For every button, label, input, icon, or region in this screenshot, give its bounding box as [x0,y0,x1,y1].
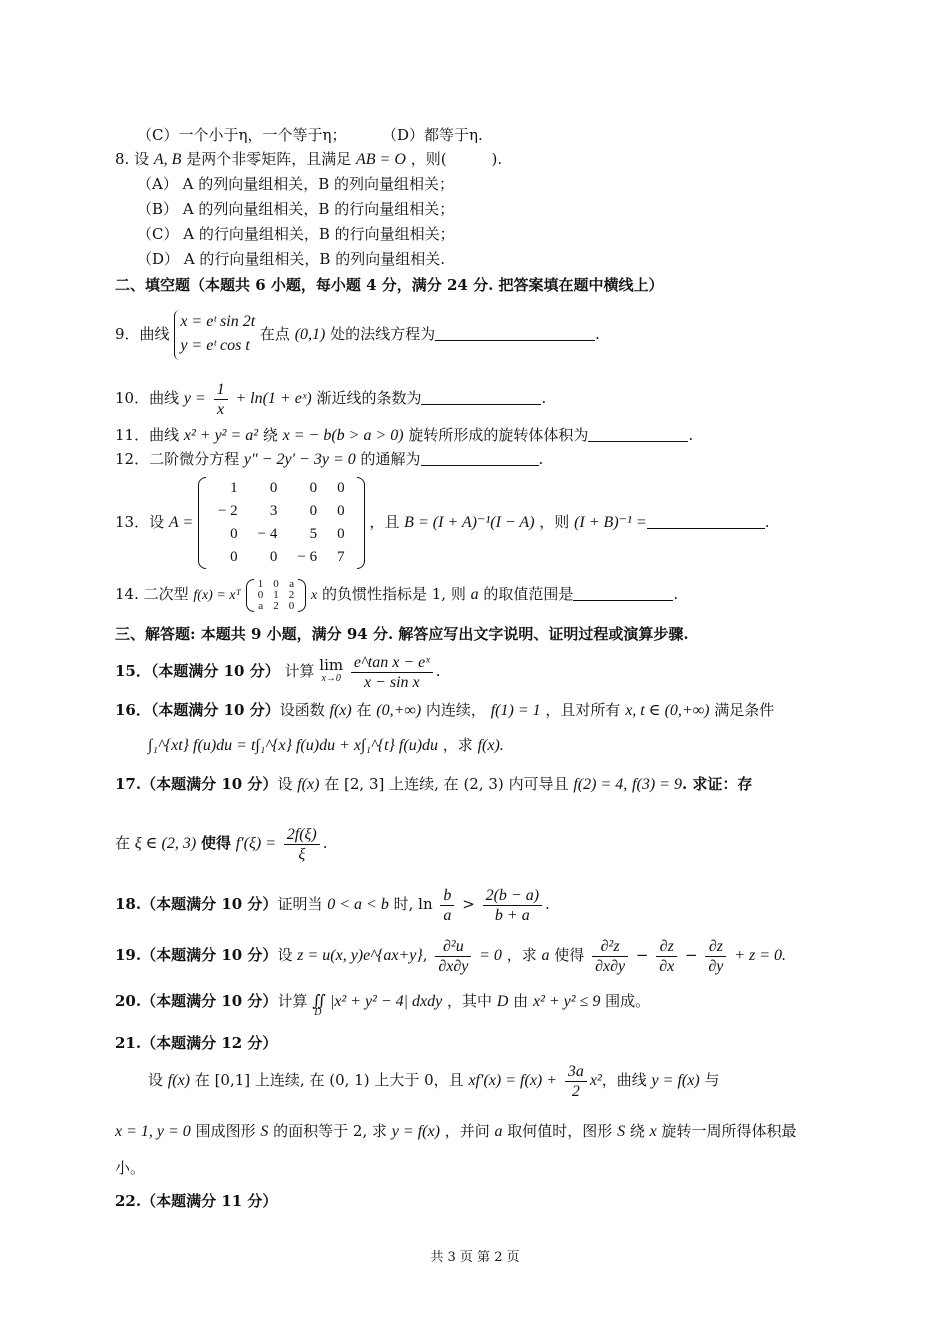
option-text: A 的行向量组相关，B 的列向量组相关. [183,250,445,268]
matrix-row [208,523,355,546]
q17-fraction [284,825,320,864]
frac-num: b [440,886,454,906]
q8-matrices: A, B [153,151,182,168]
lim-sub: x→0 [321,673,341,684]
q16-ask-f: f(x). [477,737,504,754]
q19-comma: , [422,946,428,964]
q16-cond: f(1) = 1 [490,702,541,719]
matrix-cell: 0 [230,526,238,542]
q21-y: y = f(x) [391,1123,440,1140]
q10-answer-blank[interactable] [421,388,541,405]
q17-open: (2, 3) [463,775,504,793]
q21-text: 上连续, 在 [254,1071,325,1089]
q16-text3: 内连续， [425,701,486,719]
q17-closed: [2, 3] [344,775,385,793]
q9-system [174,310,255,360]
q8-option-c [137,223,840,245]
q14-end: . [673,585,679,603]
q19 [115,932,840,978]
q11-end: . [688,426,694,444]
q21-eq-b: x² [589,1072,602,1089]
matrix-cell: 1 [257,577,264,590]
q18-score: （本题满分 10 分） [141,895,278,913]
q13-matrix [198,477,365,569]
frac-den: ∂x∂y [595,957,626,975]
q17-lhs: f′(ξ) = [235,835,276,852]
q19-num: 19. [115,946,142,964]
q15-limit [319,658,343,686]
q16-interval: (0,+∞) [376,702,422,719]
q9-eq2: y = eᵗ cos t [180,337,250,354]
option-text: A 的列向量组相关，B 的列向量组相关； [182,175,455,193]
q17-line2-a: 在 [115,834,131,852]
q21-s: S [260,1123,269,1140]
q21-text: 绕 [629,1122,645,1140]
q14-mid: 的负惯性指标是 1, 则 [321,585,466,603]
q21-text: 的面积等于 2, 求 [273,1122,388,1140]
matrix-cell: 0 [257,588,264,601]
section2-heading: 二、填空题（本题共 6 小题，每小题 4 分，满分 24 分. 把答案填在题中横线上） [115,276,664,294]
q21-text: 上大于 0，且 [374,1071,464,1089]
q18-text2: 时, [393,895,414,913]
matrix-cell: 0 [273,577,279,590]
option-label: （D） [137,250,180,268]
q16-line1 [115,699,840,722]
q17-prove: . 求证：存 [681,775,753,793]
q10-end: . [541,389,547,407]
option-text: A 的行向量组相关，B 的行向量组相关； [183,225,455,243]
q21-interval: [0,1] [214,1071,251,1089]
q20-mid2: 由 [513,992,529,1010]
matrix-cell: 1 [273,588,279,601]
q8-stem-text-2: 是两个非零矩阵，且满足 [186,150,352,168]
q10-num: 10．曲线 [115,389,180,407]
q21-x: x [649,1123,657,1140]
frac-den: b + a [494,906,530,924]
q8-stem-end: ，则( ). [410,150,503,168]
q21-line3: 小。 [115,1159,146,1177]
q19-a: a [541,947,550,964]
q19-score: （本题满分 10 分） [141,946,278,964]
q12 [115,448,840,471]
q19-d-fraction [435,937,471,976]
q21-lines: x = 1, y = 0 [115,1123,191,1140]
q13-lhs: A = [168,514,194,531]
q15-score: （本题满分 10 分） [150,662,280,680]
q12-answer-blank[interactable] [421,449,539,466]
q22-heading [115,1190,840,1212]
q11-curve: x² + y² = a² [183,427,259,444]
q9-answer-blank[interactable] [435,324,595,341]
matrix-cell: − 4 [257,526,278,542]
q9-point: (0,1) [294,326,326,343]
q9-mid: 在点 [259,325,290,343]
q17-f: f(x) [297,776,320,793]
q16-score: （本题满分 10 分） [150,701,280,719]
q21-a: a [494,1123,503,1140]
q10-lhs: y = [183,390,206,407]
q16-num: 16． [115,701,151,719]
q20-tail: 围成。 [605,992,651,1010]
matrix-cell: 1 [230,480,238,496]
q21-text: 设 [148,1071,164,1089]
q13-answer-blank[interactable] [647,512,765,529]
matrix-cell: 0 [337,526,345,542]
frac-num: e^tan x − eˣ [351,653,433,673]
section3-heading: 三、解答题: 本题共 9 小题，满分 94 分. 解答应写出文字说明、证明过程或演算步骤. [115,625,689,643]
q16-text4: ，且对所有 [545,701,621,719]
matrix-cell: 2 [273,599,279,612]
q16-text2: 在 [356,701,372,719]
q17-end: . [322,834,328,852]
matrix-cell: 0 [269,549,278,565]
q22-score: （本题满分 11 分） [141,1192,278,1210]
q18 [115,881,840,927]
q10-fraction [214,380,228,419]
q15-num: 15． [115,662,151,680]
q17-num: 17. [115,775,142,793]
q21-line2 [115,1120,840,1143]
q11-mid: 绕 [262,426,278,444]
q15-fraction [351,653,433,692]
q21-eq: xf′(x) = f(x) + [468,1072,558,1089]
q17-c1: f(2) = 4, [573,776,628,793]
q14 [115,574,840,614]
frac-num: ∂²z [592,937,628,957]
frac-num: 3a [565,1062,587,1082]
q11-tail: 旋转所形成的旋转体体积为 [408,426,589,444]
q21-text: 取何值时，图形 [507,1122,613,1140]
q20-region: x² + y² ≤ 9 [532,993,601,1010]
frac-num: ∂²u [435,937,471,957]
q18-fraction-2 [483,886,542,925]
q12-tail: 的通解为 [360,450,421,468]
frac-den: ∂y [708,957,724,975]
q13-num: 13．设 [115,513,165,531]
q18-cond: 0 < a < b [327,896,389,913]
q13-mid2: ，则 [539,513,570,531]
q13-mid: ，且 [369,513,400,531]
q13-b-def: B = (I + A)⁻¹(I − A) [404,514,535,531]
q8-condition: AB = O [356,151,406,168]
q20-integral [312,986,442,1017]
q21-text: 与 [704,1071,720,1089]
frac-den: ∂x [659,957,675,975]
q20-text: 计算 [277,992,308,1010]
q16-text: 设函数 [279,701,325,719]
q13 [115,472,840,572]
matrix-cell: 0 [230,549,238,565]
q21-open: (0, 1) [329,1071,370,1089]
matrix-cell: 0 [337,503,345,519]
q18-text: 证明当 [277,895,323,913]
q20 [115,986,840,1026]
q12-end: . [538,450,544,468]
matrix-cell: a [258,599,264,612]
matrix-row [208,546,355,569]
q9-tail: 处的法线方程为 [330,325,436,343]
q19-minus: − [635,946,649,964]
q11 [115,424,840,447]
q19-ask: ，求 [506,946,537,964]
matrix-cell: 0 [288,599,295,612]
q21-num: 21. [115,1034,142,1052]
q17-text: 设 [277,775,293,793]
q10 [115,376,840,420]
q11-answer-blank[interactable] [588,425,688,442]
matrix-cell: 7 [337,549,345,565]
frac-den: ξ [298,845,306,863]
q17-c2: f(3) = 9 [632,776,682,793]
option-label: （A） [137,175,178,193]
q16-ask: ，求 [442,736,473,754]
q9-eq1: x = eᵗ sin 2t [180,313,256,330]
q15-end: . [435,662,441,680]
matrix-cell: 0 [269,480,278,496]
q20-score: （本题满分 10 分） [141,992,278,1010]
q7-options-cd [137,124,840,146]
q12-equation: y″ − 2y′ − 3y = 0 [243,451,356,468]
q19-t1 [592,937,628,976]
matrix-cell: 0 [309,503,318,519]
q21-text: 围成图形 [195,1122,256,1140]
frac-num: ∂z [705,937,726,957]
frac-num: 1 [214,380,228,400]
matrix-cell: 0 [337,480,345,496]
frac-den: 2 [571,1082,580,1100]
matrix-row [253,590,300,601]
q20-num: 20. [115,992,142,1010]
page-footer: 共 3 页 第 2 页 [430,1250,520,1265]
q8-stem [115,148,840,171]
q19-z: z = u(x, y)e^{ax+y} [297,947,423,964]
q17-text2: 在 [324,775,340,793]
option-label: （C） [137,225,179,243]
q19-t2 [656,937,677,976]
frac-num: ∂z [656,937,677,957]
q21-f: f(x) [167,1072,190,1089]
q17-line2 [115,820,840,866]
q17-text3: 上连续, 在 [389,775,459,793]
q20-mid: ，其中 [447,992,493,1010]
q16-f: f(x) [329,702,352,719]
q21-text: 在 [194,1071,210,1089]
q10-rhs: + ln(1 + eˣ) [235,390,312,407]
frac-den: ∂x∂y [438,957,469,975]
q21-score: （本题满分 12 分） [141,1034,278,1052]
q9 [115,306,840,362]
q15-text: 计算 [284,662,315,680]
matrix-row [253,579,300,590]
q14-num: 14. 二次型 [115,585,189,603]
q9-end: . [595,325,600,343]
q20-d: D [496,993,509,1010]
q16-equation: ∫₁^{xt} f(u)du = t∫₁^{x} f(u)du + x∫₁^{t} f(u)du [148,737,439,754]
q14-tail: 的取值范围是 [483,585,574,603]
q16-vars: x, t ∈ (0,+∞) [625,702,710,719]
q13-ask: (I + B)⁻¹ = [574,514,647,531]
q18-num: 18. [115,895,142,913]
matrix-cell: 0 [309,480,318,496]
q8-option-a [137,173,840,195]
q21-fraction [565,1062,587,1101]
q8-option-b [137,198,840,220]
frac-num: 2(b − a) [483,886,542,906]
q10-tail: 渐近线的条数为 [316,389,422,407]
q11-num: 11．曲线 [115,426,180,444]
q17-line2-b: 使得 [200,834,231,852]
frac-den: a [443,906,452,924]
q15 [115,648,840,694]
q14-matrix [246,579,307,612]
matrix-cell: 5 [309,526,318,542]
q13-end: . [764,513,770,531]
q14-answer-blank[interactable] [573,584,673,601]
integral-expr: ∬ |x² + y² − 4| dxdy [312,993,443,1010]
matrix-row [208,500,355,523]
q14-var: a [470,586,479,603]
q18-ln: ln [418,895,433,913]
matrix-cell: 2 [288,588,295,601]
q18-gt: > [462,895,475,913]
matrix-row [253,601,300,612]
option-text: A 的列向量组相关，B 的行向量组相关； [182,200,455,218]
q19-ask2: 使得 [554,946,585,964]
lim-word: lim [319,656,344,674]
q21-text: 旋转一周所得体积最 [661,1122,797,1140]
frac-den: x − sin x [363,673,420,691]
q18-end: . [545,895,550,913]
q8-option-d [137,248,840,270]
q19-eq0: = 0 [479,947,502,964]
matrix-row [208,477,355,500]
q12-num: 12．二阶微分方程 [115,450,240,468]
q11-axis: x = − b(b > a > 0) [282,427,404,444]
matrix-cell: a [289,577,295,590]
q14-form-a: f(x) = xᵀ [193,588,241,603]
q17-xi: ξ ∈ (2, 3) [134,835,197,852]
q17-line1 [115,773,840,796]
q21-text: ，曲线 [601,1071,647,1089]
q21-curve: y = f(x) [651,1072,700,1089]
q16-text5: 满足条件 [714,701,775,719]
q19-t3 [705,937,726,976]
q17-text4: 内可导且 [508,775,569,793]
q9-num: 9．曲线 [115,325,170,343]
q8-stem-text: 8. 设 [115,150,150,168]
matrix-cell: − 6 [297,549,318,565]
matrix-cell: 3 [269,503,278,519]
frac-num: 2f(ξ) [284,825,320,845]
q14-form-b: x [310,588,318,603]
q21-line1 [148,1060,840,1100]
matrix-cell: − 2 [217,503,238,519]
q22-num: 22. [115,1192,142,1210]
q7-option-c: （C）一个小于η，一个等于η； [137,126,347,144]
q18-fraction-1 [440,886,454,925]
q19-minus: − [685,946,698,964]
q21-text: ，并问 [444,1122,490,1140]
frac-den: x [217,400,225,418]
option-label: （B） [137,200,179,218]
q19-text: 设 [277,946,293,964]
q21-s: S [617,1123,626,1140]
q21-heading [115,1032,840,1054]
q7-option-d: （D）都等于η. [382,126,483,144]
q19-tail: + z = 0. [734,947,787,964]
integral-sub: D [314,1007,322,1018]
q17-score: （本题满分 10 分） [141,775,278,793]
q16-line2 [148,734,840,757]
